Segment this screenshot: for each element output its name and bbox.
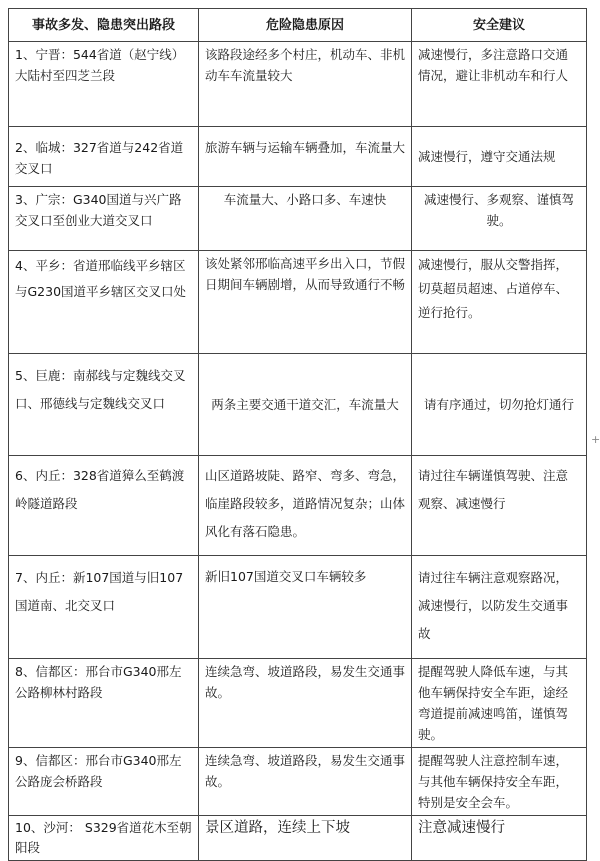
- safety-advice-cell: 减速慢行，多注意路口交通情况，避让非机动车和行人: [412, 42, 587, 127]
- table-row: [9, 354, 587, 456]
- safety-advice-cell: 请有序通过，切勿抢灯通行: [412, 354, 587, 456]
- header-safety-advice: 安全建议: [412, 9, 587, 42]
- road-section-cell: 4、平乡：省道邢临线平乡辖区与G230国道平乡辖区交叉口处: [9, 251, 199, 354]
- table-row: [9, 251, 587, 354]
- scroll-handle-icon[interactable]: +: [591, 433, 600, 446]
- table-row: [9, 456, 587, 556]
- safety-advice-cell: 请过往车辆注意观察路况，减速慢行，以防发生交通事故: [412, 556, 587, 659]
- hazard-cause-cell: 景区道路，连续上下坡: [199, 816, 412, 861]
- hazard-cause-cell: 连续急弯、坡道路段，易发生交通事故。: [199, 659, 412, 748]
- road-section-cell: 2、临城：327省道与242省道交叉口: [9, 127, 199, 187]
- safety-advice-cell: 提醒驾驶人降低车速，与其他车辆保持安全车距，途经弯道提前减速鸣笛，谨慎驾驶。: [412, 659, 587, 748]
- safety-advice-cell: 减速慢行、多观察、谨慎驾驶。: [412, 187, 587, 251]
- hazard-cause-cell: 两条主要交通干道交汇，车流量大: [199, 354, 412, 456]
- hazard-cause-cell: 该路段途经多个村庄，机动车、非机动车车流量较大: [199, 42, 412, 127]
- table-row: [9, 127, 587, 187]
- table-row: [9, 187, 587, 251]
- road-section-cell: 10、沙河： S329省道花木至朝阳段: [9, 816, 199, 861]
- road-section-cell: 9、信都区：邢台市G340邢左公路庞会桥路段: [9, 748, 199, 816]
- hazard-cause-cell: 该处紧邻邢临高速平乡出入口，节假日期间车辆剧增，从而导致通行不畅: [199, 251, 412, 354]
- hazard-cause-cell: 山区道路坡陡、路窄、弯多、弯急，临崖路段较多，道路情况复杂；山体风化有落石隐患。: [199, 456, 412, 556]
- road-section-cell: 6、内丘：328省道獐么至鹤渡岭隧道路段: [9, 456, 199, 556]
- header-row: [9, 9, 587, 42]
- table-row: [9, 816, 587, 861]
- safety-advice-cell: 注意减速慢行: [412, 816, 587, 861]
- hazard-cause-cell: 旅游车辆与运输车辆叠加，车流量大: [199, 127, 412, 187]
- table-row: [9, 556, 587, 659]
- road-section-cell: 8、信都区：邢台市G340邢左公路柳林村路段: [9, 659, 199, 748]
- hazard-cause-cell: 车流量大、小路口多、车速快: [199, 187, 412, 251]
- header-road-section: 事故多发、隐患突出路段: [9, 9, 199, 42]
- safety-advice-cell: 请过往车辆谨慎驾驶、注意观察、减速慢行: [412, 456, 587, 556]
- road-section-cell: 7、内丘：新107国道与旧107国道南、北交叉口: [9, 556, 199, 659]
- safety-advice-cell: 减速慢行，遵守交通法规: [412, 127, 587, 187]
- road-section-cell: 3、广宗：G340国道与兴广路交叉口至创业大道交叉口: [9, 187, 199, 251]
- header-hazard-cause: 危险隐患原因: [199, 9, 412, 42]
- safety-advice-cell: 提醒驾驶人注意控制车速，与其他车辆保持安全车距，特别是安全会车。: [412, 748, 587, 816]
- road-section-cell: 1、宁晋：544省道（赵宁线）大陆村至四芝兰段: [9, 42, 199, 127]
- table-row: [9, 42, 587, 127]
- hazard-cause-cell: 连续急弯、坡道路段，易发生交通事故。: [199, 748, 412, 816]
- road-section-cell: 5、巨鹿：南郝线与定魏线交叉口、邢德线与定魏线交叉口: [9, 354, 199, 456]
- hazard-cause-cell: 新旧107国道交叉口车辆较多: [199, 556, 412, 659]
- table-row: [9, 659, 587, 748]
- safety-advice-cell: 减速慢行，服从交警指挥，切莫超员超速、占道停车、逆行抢行。: [412, 251, 587, 354]
- table-row: [9, 748, 587, 816]
- hazard-road-table: [8, 8, 587, 861]
